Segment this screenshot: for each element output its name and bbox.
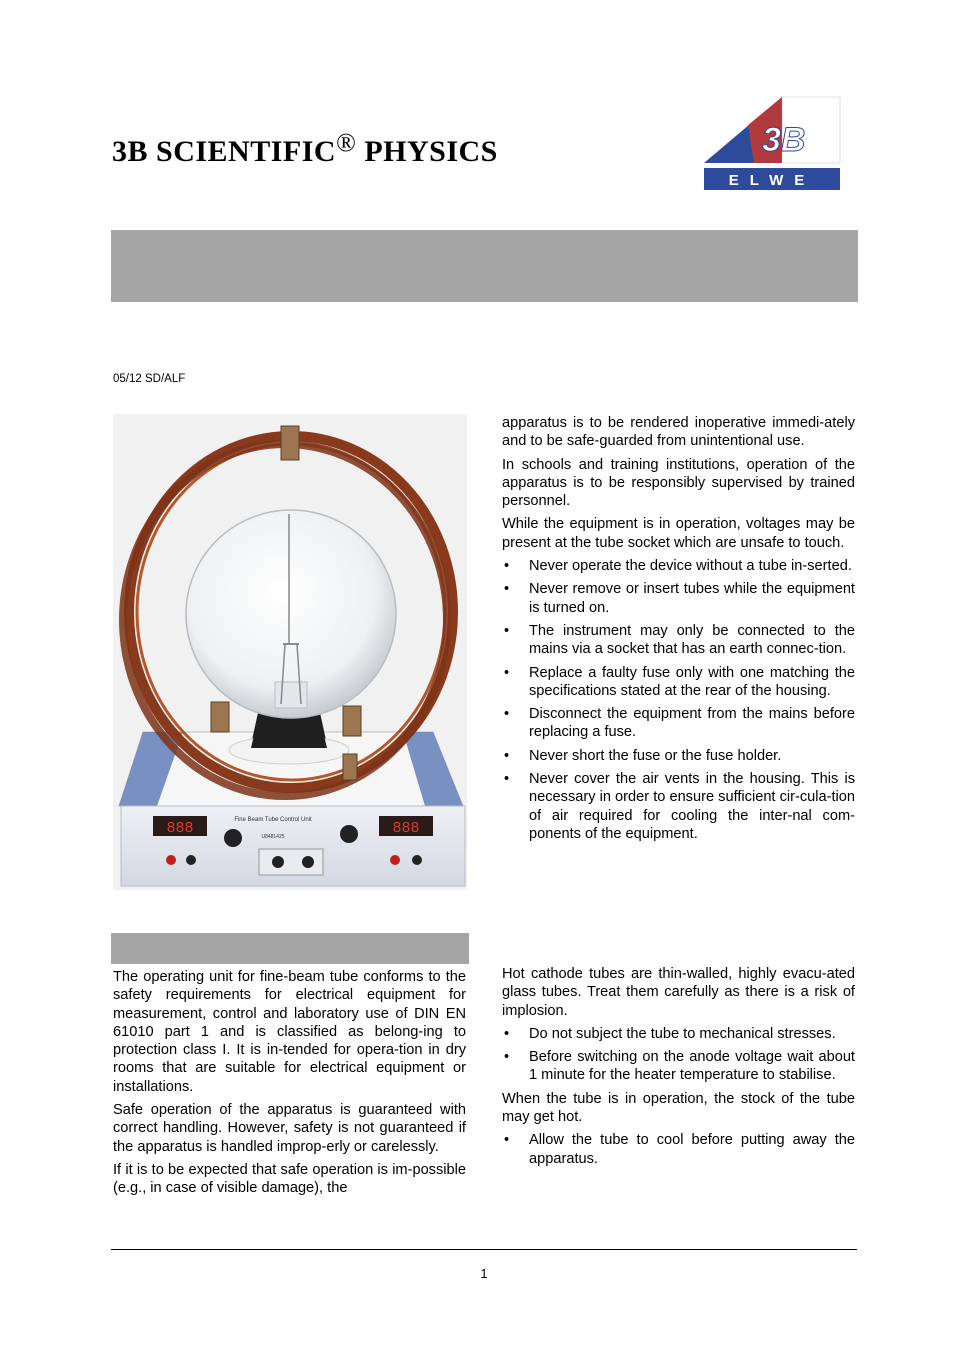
list-item: • The instrument may only be connected to the mains via a socket that has an earth connec-tion.	[502, 622, 855, 659]
footer-rule	[111, 1249, 857, 1250]
title-banner	[111, 230, 858, 302]
tube-list	[502, 1025, 855, 1085]
list-item: • Disconnect the equipment from the mains before replacing a fuse.	[502, 705, 855, 742]
paragraph: Safe operation of the apparatus is guaranteed with correct handling. However, safety is not guaranteed if the apparatus is handled improp-erly or carelessly.	[113, 1102, 466, 1155]
safety-list	[502, 557, 855, 843]
svg-text:888: 888	[166, 820, 194, 837]
list-item: • Allow the tube to cool before putting away the apparatus.	[502, 1131, 855, 1168]
paragraph: While the equipment is in operation, voltages may be present at the tube socket which are unsafe to touch.	[502, 516, 855, 551]
paragraph: If it is to be expected that safe operation is im-possible (e.g., in case of visible damage), the	[113, 1161, 466, 1197]
list-item: • Do not subject the tube to mechanical stresses.	[502, 1025, 855, 1043]
list-item: • Never operate the device without a tube in-serted.	[502, 557, 855, 575]
svg-text:Fine Beam Tube Control Unit: Fine Beam Tube Control Unit	[234, 817, 312, 823]
paragraph: The operating unit for fine-beam tube conforms to the safety requirements for electrical equipment for measurement, control and laboratory use of DIN EN 61010 part 1 and is classified as belong-ing to protection class I. It is in-tended for opera-tion in dry rooms that are suitable for electrical equipment or installations.	[113, 969, 466, 1095]
paragraph: When the tube is in operation, the stock of the tube may get hot.	[502, 1090, 855, 1126]
right-column-tube-text	[502, 965, 855, 1173]
page-number: 1	[480, 1266, 488, 1281]
right-column-safety-text	[502, 414, 855, 848]
svg-text:U8481425: U8481425	[261, 834, 285, 840]
paragraph: Hot cathode tubes are thin-walled, highly evacu-ated glass tubes. Treat them carefully as there is a risk of implosion.	[502, 966, 855, 1019]
list-item: • Before switching on the anode voltage wait about 1 minute for the heater temperature to stabilise.	[502, 1048, 855, 1085]
3b-elwe-logo	[702, 95, 842, 192]
revision-code: 05/12 SD/ALF	[113, 373, 186, 385]
paragraph: In schools and training institutions, operation of the apparatus is to be responsibly supervised by trained personnel.	[502, 456, 855, 510]
list-item: • Replace a faulty fuse only with one matching the specifications stated at the rear of the housing.	[502, 664, 855, 701]
list-item: • Never cover the air vents in the housing. This is necessary in order to ensure sufficient cir-cula-tion of air required for cooling the inter-nal com-ponents of the equipment.	[502, 770, 855, 843]
svg-text:ELWE: ELWE	[728, 172, 816, 189]
svg-text:888: 888	[392, 820, 420, 837]
list-item: • Never short the fuse or the fuse holder.	[502, 747, 855, 765]
tube-list	[502, 1131, 855, 1168]
svg-text:3B: 3B	[762, 121, 806, 159]
brand-title: 3B SCIENTIFIC® PHYSICS	[112, 128, 498, 168]
paragraph: apparatus is to be rendered inoperative immedi-ately and to be safe-guarded from unintentional use.	[502, 415, 855, 450]
left-column-text	[113, 968, 466, 1203]
list-item: • Never remove or insert tubes while the equipment is turned on.	[502, 580, 855, 617]
section-heading-bar	[111, 933, 469, 964]
product-photo	[113, 414, 467, 890]
